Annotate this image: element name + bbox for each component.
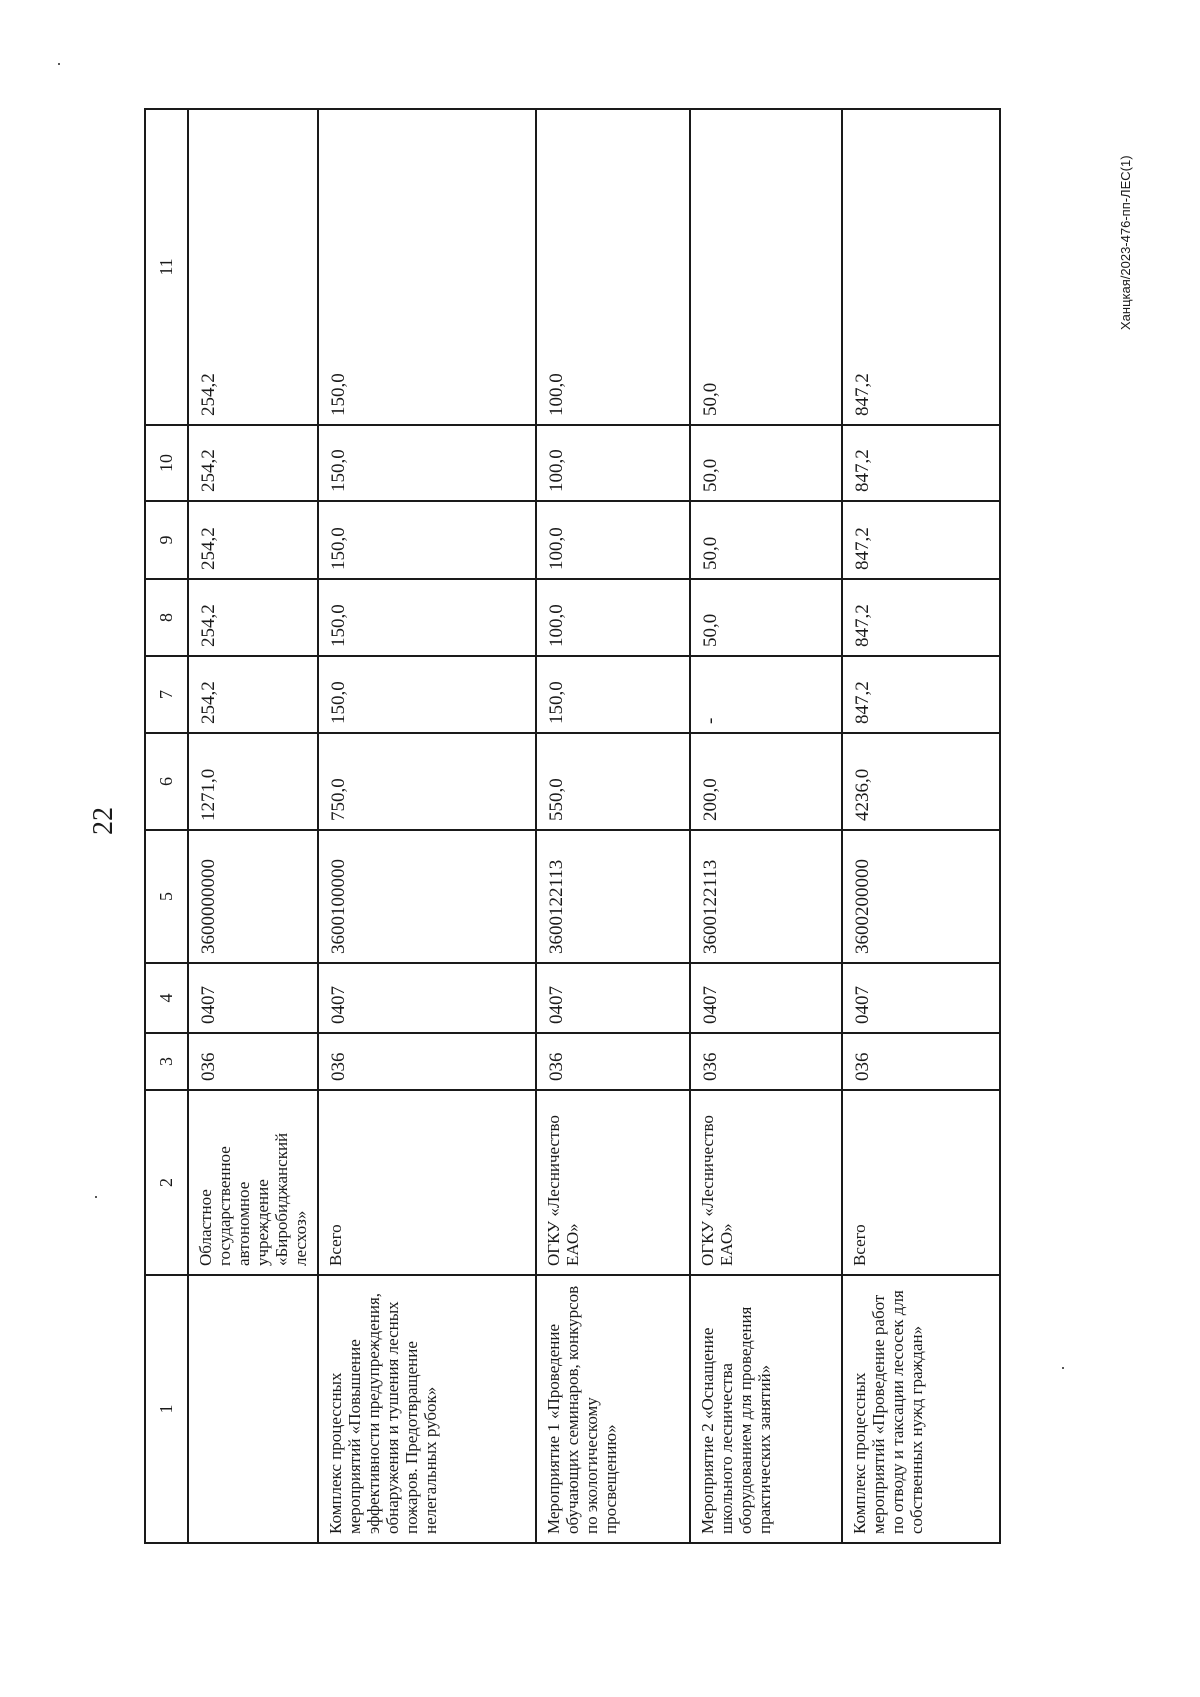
value-cell: 150,0 [318,501,536,579]
value-cell: 50,0 [690,579,842,656]
target-article-cell: 3600000000 [188,830,318,963]
value-cell: 254,2 [188,109,318,425]
scan-speck [1062,1367,1064,1369]
executor-cell: ОГКУ «Лесничество ЕАО» [690,1090,842,1275]
document-code: Ханцкая/2023-476-пп-ЛЕС(1) [1118,155,1133,330]
value-cell: - [690,656,842,733]
value-cell: 847,2 [842,109,1000,425]
table-row [536,109,689,1543]
header-cell: 4 [145,963,188,1033]
header-cell: 8 [145,579,188,656]
value-cell: 847,2 [842,579,1000,656]
code-cell: 036 [318,1033,536,1090]
value-cell: 100,0 [536,501,689,579]
table-header-row [145,109,188,1543]
total-cell: 1271,0 [188,733,318,830]
header-cell: 10 [145,425,188,501]
section-cell: 0407 [318,963,536,1033]
table-row [842,109,1000,1543]
value-cell: 50,0 [690,501,842,579]
code-cell: 036 [188,1033,318,1090]
value-cell: 100,0 [536,579,689,656]
executor-cell: Всего [842,1090,1000,1275]
total-cell: 200,0 [690,733,842,830]
value-cell: 150,0 [536,656,689,733]
value-cell: 100,0 [536,109,689,425]
target-article-cell: 3600122113 [690,830,842,963]
section-cell: 0407 [842,963,1000,1033]
value-cell: 150,0 [318,109,536,425]
table-row [318,109,536,1543]
code-cell: 036 [690,1033,842,1090]
executor-cell: ОГКУ «Лесничество ЕАО» [536,1090,689,1275]
value-cell: 150,0 [318,579,536,656]
program-name-cell: Комплекс процессных мероприятий «Повышение эффективности предупреждения, обнаружения и тушения лесных пожаров. Предотвращение нелегальных рубок» [318,1275,536,1543]
value-cell: 847,2 [842,425,1000,501]
header-cell: 3 [145,1033,188,1090]
code-cell: 036 [536,1033,689,1090]
header-cell: 6 [145,733,188,830]
page-number: 22 [88,807,119,835]
value-cell: 150,0 [318,425,536,501]
code-cell: 036 [842,1033,1000,1090]
target-article-cell: 3600122113 [536,830,689,963]
value-cell: 847,2 [842,501,1000,579]
value-cell: 150,0 [318,656,536,733]
executor-cell: Всего [318,1090,536,1275]
value-cell: 254,2 [188,501,318,579]
section-cell: 0407 [536,963,689,1033]
program-name-cell: Мероприятие 2 «Оснащение школьного лесничества оборудованием для проведения практических занятий» [690,1275,842,1543]
program-name-cell [188,1275,318,1543]
scan-speck [58,63,60,65]
total-cell: 750,0 [318,733,536,830]
value-cell: 847,2 [842,656,1000,733]
table-row [690,109,842,1543]
value-cell: 254,2 [188,579,318,656]
section-cell: 0407 [188,963,318,1033]
target-article-cell: 3600200000 [842,830,1000,963]
table-container [144,110,1001,1544]
header-cell: 11 [145,109,188,425]
header-cell: 5 [145,830,188,963]
section-cell: 0407 [690,963,842,1033]
value-cell: 50,0 [690,109,842,425]
value-cell: 254,2 [188,656,318,733]
budget-table [144,108,1001,1544]
value-cell: 254,2 [188,425,318,501]
total-cell: 550,0 [536,733,689,830]
header-cell: 1 [145,1275,188,1543]
program-name-cell: Мероприятие 1 «Проведение обучающих семинаров, конкурсов по экологическому просвещению» [536,1275,689,1543]
executor-cell: Областное государственное автономное учреждение «Биробиджанский лесхоз» [188,1090,318,1275]
header-cell: 2 [145,1090,188,1275]
total-cell: 4236,0 [842,733,1000,830]
table-row [188,109,318,1543]
header-cell: 7 [145,656,188,733]
header-cell: 9 [145,501,188,579]
value-cell: 100,0 [536,425,689,501]
value-cell: 50,0 [690,425,842,501]
program-name-cell: Комплекс процессных мероприятий «Проведение работ по отводу и таксации лесосек для собственных нужд граждан» [842,1275,1000,1543]
scan-speck [95,1196,97,1198]
target-article-cell: 3600100000 [318,830,536,963]
